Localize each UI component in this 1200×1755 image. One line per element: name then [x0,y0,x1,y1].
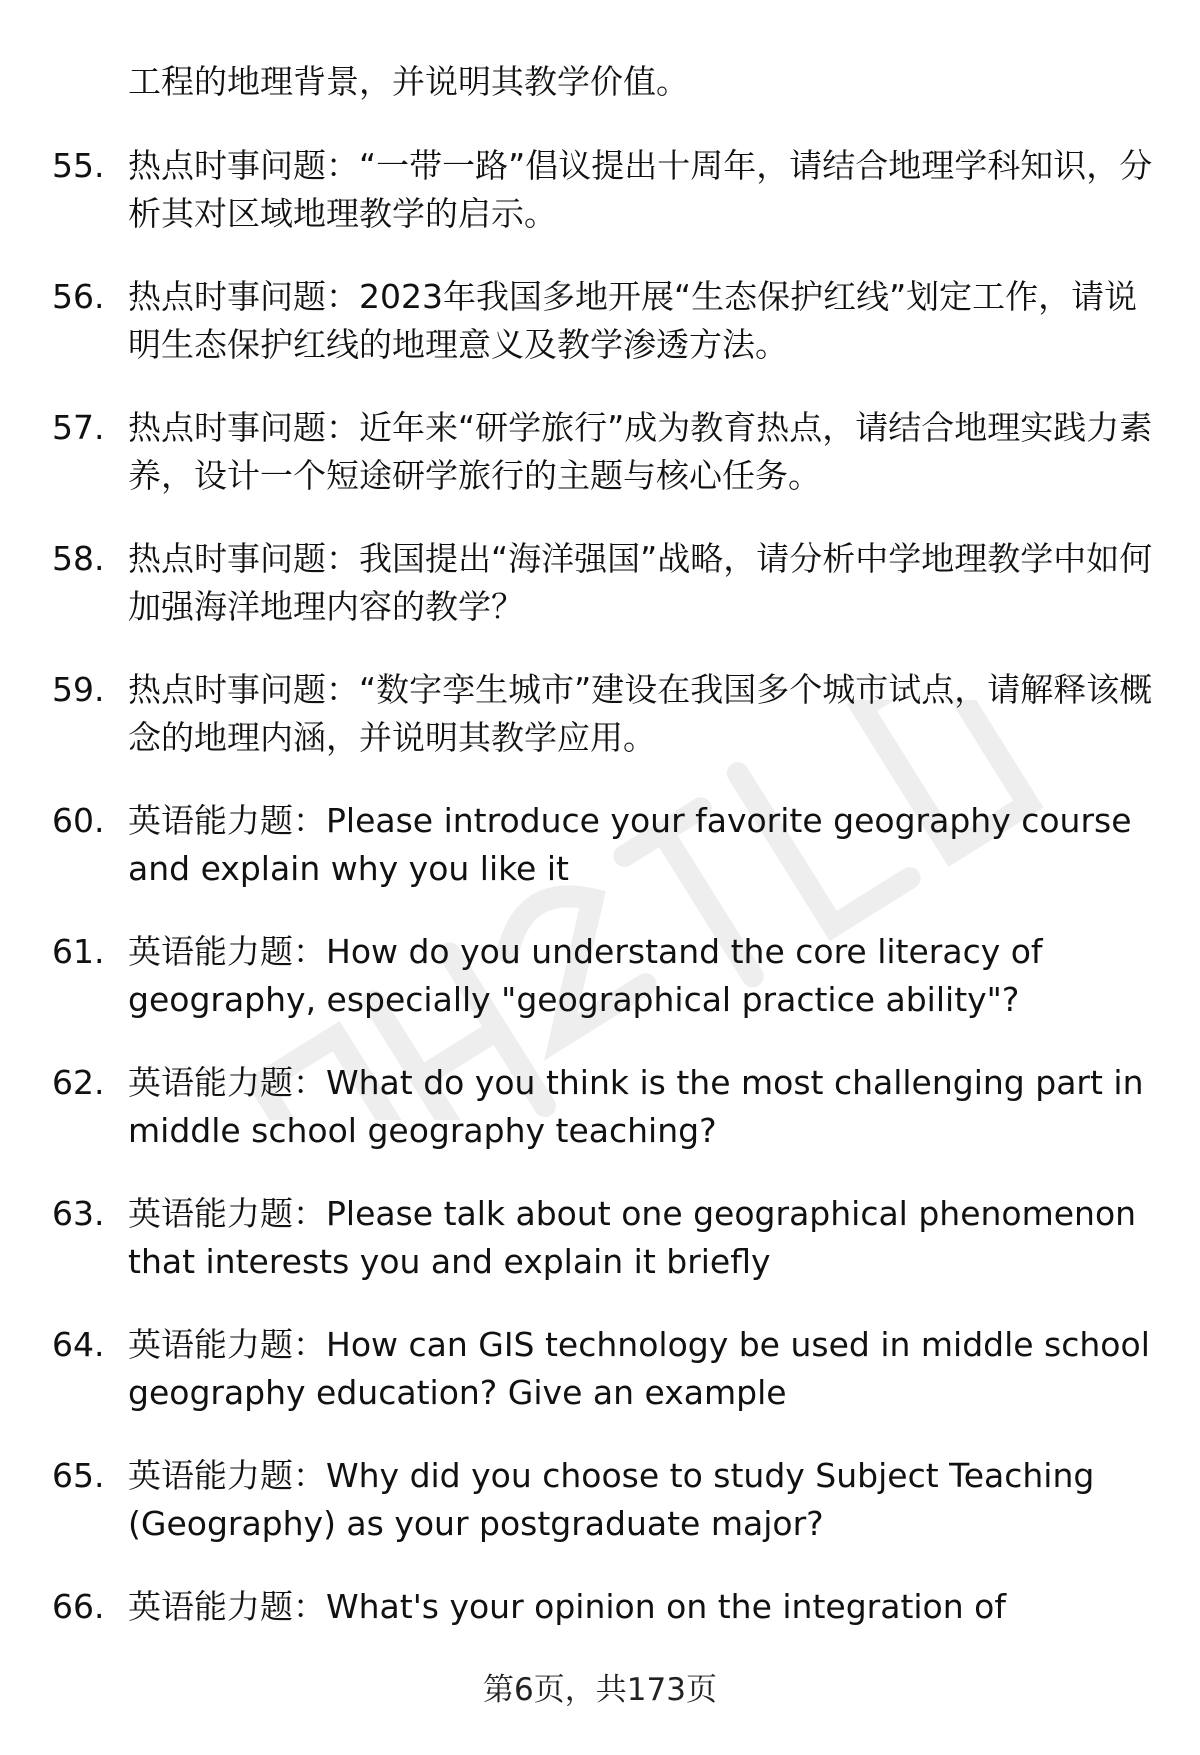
question-number: 58. [52,539,105,578]
question-number: 57. [52,408,105,447]
question-text: 英语能力题：How do you understand the core literacy of geography, especially "geographical practice ability"? [128,932,1043,1019]
question-number: 55. [52,146,105,185]
question-number: 63. [52,1194,105,1233]
question-text: 热点时事问题：近年来“研学旅行”成为教育热点，请结合地理实践力素养，设计一个短途研学旅行的主题与核心任务。 [128,408,1153,495]
question-text: 英语能力题：Why did you choose to study Subject Teaching (Geography) as your postgraduate major? [128,1456,1095,1543]
question-number: 66. [52,1587,105,1626]
question-number: 61. [52,932,105,971]
question-item [52,273,1170,369]
question-item [52,666,1170,762]
question-item [52,1059,1170,1155]
question-text: 英语能力题：How can GIS technology be used in middle school geography education? Give an example [128,1325,1150,1412]
question-text: 英语能力题：What's your opinion on the integration of [128,1587,1006,1626]
question-item [52,1321,1170,1417]
question-item [52,1452,1170,1548]
question-number: 60. [52,801,105,840]
question-item [52,404,1170,500]
question-item [52,928,1170,1024]
question-item [52,535,1170,631]
question-item [52,797,1170,893]
question-text: 热点时事问题：我国提出“海洋强国”战略，请分析中学地理教学中如何加强海洋地理内容的教学？ [128,539,1153,626]
question-text: 英语能力题：Please talk about one geographical phenomenon that interests you and explain it briefly [128,1194,1137,1281]
question-number: 64. [52,1325,105,1364]
question-text: 热点时事问题：“一带一路”倡议提出十周年，请结合地理学科知识，分析其对区域地理教学的启示。 [128,146,1153,233]
question-text: 热点时事问题：2023年我国多地开展“生态保护红线”划定工作，请说明生态保护红线的地理意义及教学渗透方法。 [128,277,1138,364]
question-item [52,1190,1170,1286]
question-list [52,142,1170,1666]
question-number: 56. [52,277,105,316]
question-text: 英语能力题：What do you think is the most challenging part in middle school geography teaching? [128,1063,1144,1150]
question-text: 热点时事问题：“数字孪生城市”建设在我国多个城市试点，请解释该概念的地理内涵，并说明其教学应用。 [128,670,1153,757]
continuation-text: 工程的地理背景，并说明其教学价值。 [128,62,689,101]
question-number: 65. [52,1456,105,1495]
question-item [52,142,1170,238]
question-number: 59. [52,670,105,709]
page-footer: 第6页，共173页 [483,1672,717,1708]
question-item [52,1583,1170,1631]
question-text: 英语能力题：Please introduce your favorite geography course and explain why you like it [128,801,1132,888]
question-number: 62. [52,1063,105,1102]
